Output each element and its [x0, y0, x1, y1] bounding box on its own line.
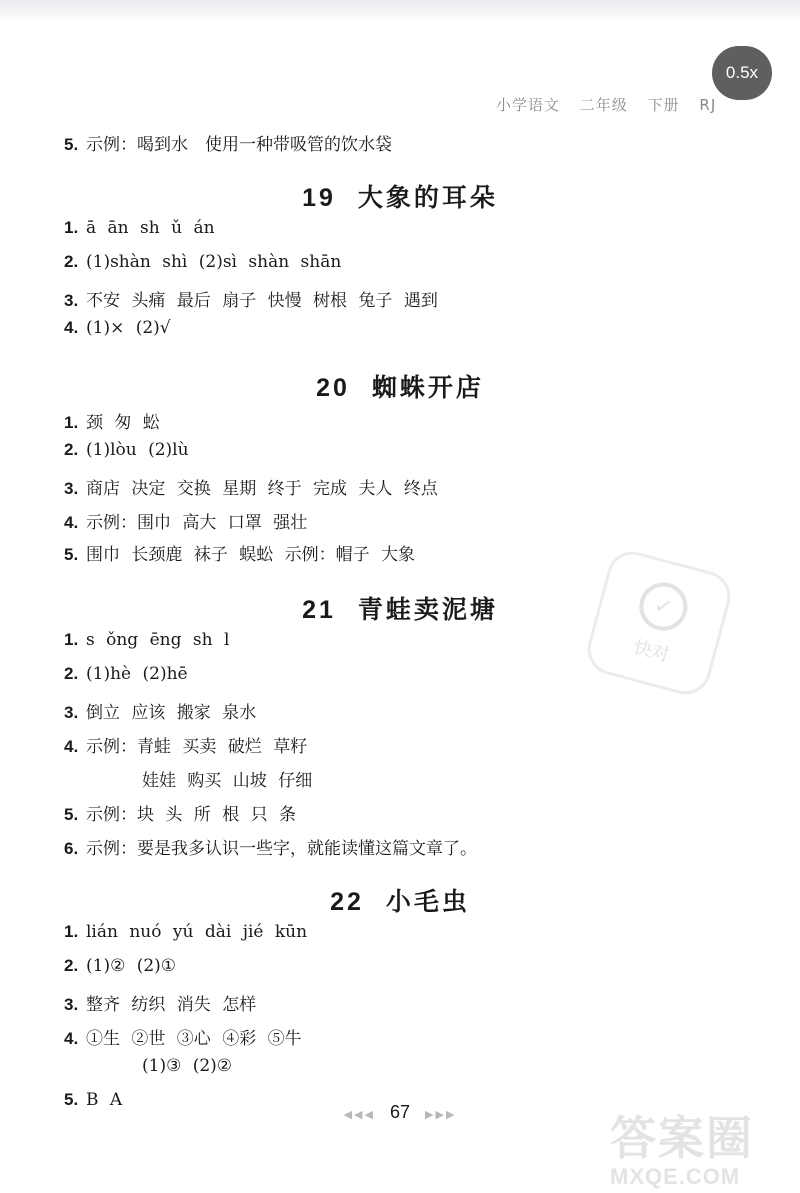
lesson-title: [0, 178, 800, 214]
answer-item: [64, 130, 392, 155]
answer-item: [64, 732, 307, 757]
lesson-name: 青蛙卖泥塘: [357, 595, 498, 624]
lesson-number: 22: [330, 888, 364, 916]
answer-text: 整齐 纺织 消失 怎样: [86, 995, 257, 1015]
question-number: 4.: [64, 318, 79, 337]
top-bar: [0, 0, 800, 22]
question-number: 4.: [64, 737, 79, 756]
answer-text: ①生 ②世 ③心 ④彩 ⑤牛: [86, 1029, 302, 1049]
answer-text: (1)hè (2)hē: [86, 664, 188, 684]
next-page-icon[interactable]: ▶▶▶: [425, 1109, 457, 1121]
answer-text: 示例：喝到水 使用一种带吸管的饮水袋: [86, 135, 392, 155]
answer-item: [64, 1024, 302, 1049]
question-number: 1.: [64, 630, 79, 649]
answer-text: B A: [86, 1090, 123, 1110]
question-number: 4.: [64, 1029, 79, 1048]
question-number: 3.: [64, 291, 79, 310]
edition-label: RJ: [699, 96, 717, 114]
question-number: 5.: [64, 805, 79, 824]
site-watermark-url: MXQE.COM: [610, 1164, 741, 1189]
lesson-number: 19: [302, 184, 336, 212]
answer-text: (1)② (2)①: [86, 956, 177, 976]
page-number: 67: [389, 1102, 411, 1122]
question-number: 1.: [64, 413, 79, 432]
answer-text: 示例：要是我多认识一些字，就能读懂这篇文章了。: [86, 839, 477, 859]
question-number: 6.: [64, 839, 79, 858]
lesson-title: [0, 368, 800, 404]
lesson-name: 大象的耳朵: [357, 183, 498, 212]
zoom-level-button[interactable]: 0.5x: [712, 46, 772, 100]
question-number: 3.: [64, 479, 79, 498]
lesson-number: 20: [316, 374, 350, 402]
answer-item: [64, 630, 229, 650]
lesson-number: 21: [302, 596, 336, 624]
answer-item: [64, 252, 341, 272]
grade-label: 二年级: [579, 96, 628, 114]
answer-item: [64, 956, 176, 976]
question-number: 3.: [64, 995, 79, 1014]
question-number: 5.: [64, 135, 79, 154]
question-number: 2.: [64, 252, 79, 271]
answer-text: 不安 头痛 最后 扇子 快慢 树根 兔子 遇到: [86, 291, 438, 311]
answer-continuation: [142, 766, 312, 791]
answer-text: 颈 匆 蚣: [86, 413, 160, 433]
site-watermark-title: 答案圈: [610, 1112, 754, 1164]
prev-page-icon[interactable]: ◀◀◀: [343, 1109, 375, 1121]
answer-text: 示例：围巾 高大 口罩 强壮: [86, 513, 308, 533]
answer-item: [64, 318, 171, 338]
answer-text: (1)× (2)√: [86, 318, 171, 338]
question-number: 4.: [64, 513, 79, 532]
question-number: 2.: [64, 664, 79, 683]
page-footer: [0, 1102, 800, 1123]
answer-text: (1)lòu (2)lù: [86, 440, 189, 460]
check-icon: ✓: [634, 577, 693, 636]
answer-item: [64, 834, 477, 859]
answer-text: 娃娃 购买 山坡 仔细: [142, 771, 313, 791]
question-number: 2.: [64, 956, 79, 975]
answer-text: 示例：块 头 所 根 只 条: [86, 805, 297, 825]
answer-text: (1)shàn shì (2)sì shàn shān: [86, 252, 342, 272]
question-number: 1.: [64, 922, 79, 941]
answer-text: s ǒng ēng sh l: [86, 630, 230, 650]
answer-text: 围巾 长颈鹿 袜子 蜈蚣 示例：帽子 大象: [86, 545, 416, 565]
answer-item: [64, 990, 256, 1015]
answer-item: [64, 540, 415, 565]
answer-item: [64, 440, 189, 460]
answer-item: [64, 508, 307, 533]
lesson-title: [0, 882, 800, 918]
lesson-name: 小毛虫: [385, 887, 470, 916]
question-number: 1.: [64, 218, 79, 237]
answer-item: [64, 286, 438, 311]
kuaidui-watermark-logo: [582, 546, 736, 700]
answer-text: ā ān sh ǔ án: [86, 218, 215, 238]
answer-item: [64, 698, 256, 723]
answer-text: (1)③ (2)②: [142, 1056, 233, 1076]
answer-text: 示例：青蛙 买卖 破烂 草籽: [86, 737, 308, 757]
watermark-text: 快对: [631, 636, 672, 667]
answer-item: [64, 474, 438, 499]
answer-item: [64, 922, 307, 942]
subject-label: 小学语文: [496, 96, 561, 114]
book-header: [496, 94, 730, 115]
answer-item: [64, 800, 296, 825]
question-number: 2.: [64, 440, 79, 459]
answer-text: 倒立 应该 搬家 泉水: [86, 703, 257, 723]
answer-item: [64, 408, 160, 433]
lesson-name: 蜘蛛开店: [371, 373, 484, 402]
answer-item: [64, 218, 215, 238]
answer-text: lián nuó yú dài jié kūn: [86, 922, 308, 942]
answer-item: [64, 664, 188, 684]
question-number: 5.: [64, 545, 79, 564]
answer-continuation: [142, 1056, 232, 1076]
question-number: 3.: [64, 703, 79, 722]
volume-label: 下册: [647, 96, 680, 114]
answer-text: 商店 决定 交换 星期 终于 完成 夫人 终点: [86, 479, 438, 499]
question-number: 5.: [64, 1090, 79, 1109]
